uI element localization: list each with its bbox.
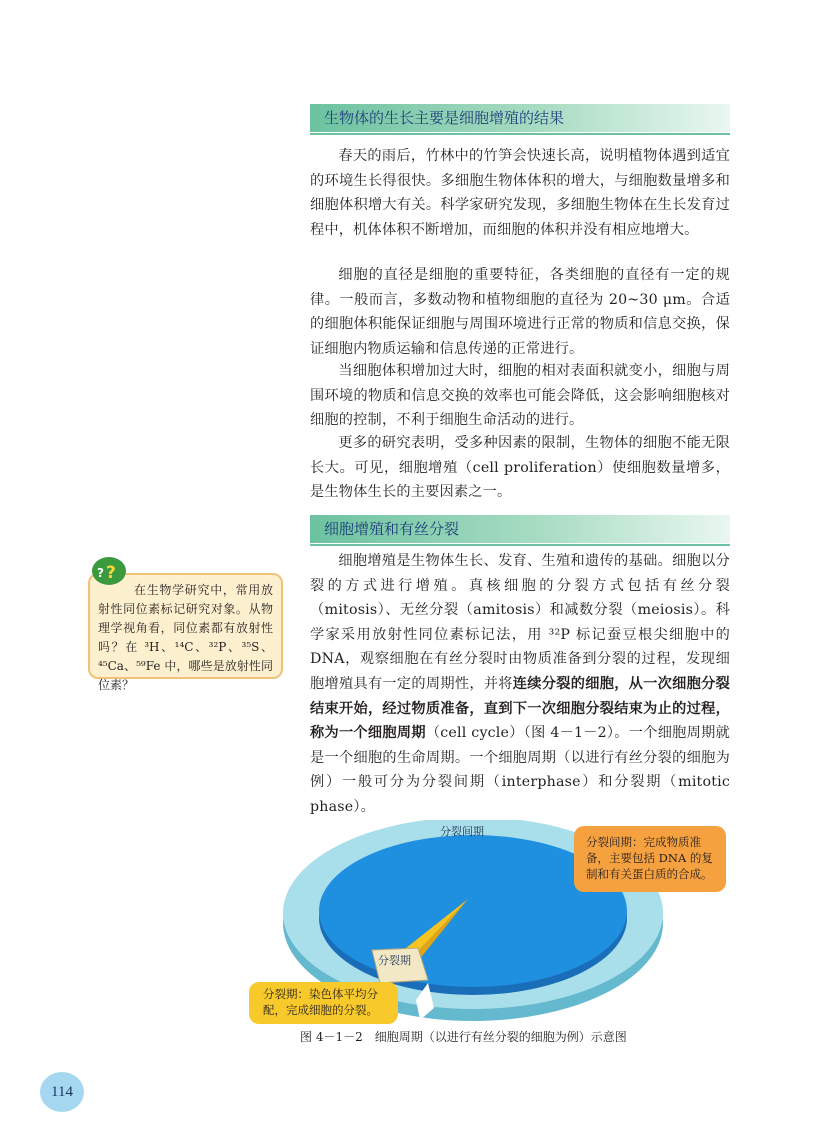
mitosis-callout	[249, 982, 398, 1024]
paragraph-1: 春天的雨后，竹林中的竹笋会快速长高，说明植物体遇到适宜的环境生长得很快。多细胞生物体体积的增大，与细胞数量增多和细胞体积增大有关。科学家研究发现，多细胞生物体在生长发育过程中，机体体积不断增加，而细胞的体积并没有相应地增大。	[310, 148, 730, 238]
section-heading-text: 生物体的生长主要是细胞增殖的结果	[324, 109, 565, 127]
interphase-label: 分裂间期	[440, 825, 484, 838]
paragraph-4: 更多的研究表明，受多种因素的限制，生物体的细胞不能无限长大。可见，细胞增殖（cell proliferation）使细胞数量增多，是生物体生长的主要因素之一。	[310, 435, 730, 501]
interphase-callout-text: 分裂间期：完成物质准备，主要包括 DNA 的复制和有关蛋白质的合成。	[586, 835, 713, 881]
page-number: 114	[40, 1072, 84, 1112]
side-note-text: 在生物学研究中，常用放射性同位素标记研究对象。从物理学视角看，同位素都有放射性吗？在 ³H、¹⁴C、³²P、³⁵S、⁴⁵Ca、⁵⁹Fe 中，哪些是放射性同位素？	[98, 583, 273, 692]
cell-cycle-text-1: 细胞增殖是生物体生长、发育、生殖和遗传的基础。细胞以分裂的方式进行增殖。真核细胞的分裂方式包括有丝分裂（mitosis）、无丝分裂（amitosis）和减数分裂（meiosis）。科学家采用放射性同位素标记法，用 ³²P 标记蚕豆根尖细胞中的 DNA，观察细胞在有丝分裂时由物质准备到分裂的过程，发现细胞增殖具有一定的周期性，并将	[310, 553, 730, 692]
paragraph-cell-cycle	[310, 549, 730, 820]
paragraph-3: 当细胞体积增加过大时，细胞的相对表面积就变小，细胞与周围环境的物质和信息交换的效率也可能会降低，这会影响细胞核对细胞的控制，不利于细胞生命活动的进行。	[310, 363, 730, 429]
paragraph-2: 细胞的直径是细胞的重要特征，各类细胞的直径有一定的规律。一般而言，多数动物和植物细胞的直径为 20~30 μm。合适的细胞体积能保证细胞与周围环境进行正常的物质和信息交换，保证细胞内物质运输和信息传递的正常进行。	[310, 267, 730, 357]
svg-text:?: ?	[97, 566, 104, 580]
section-heading-growth	[310, 104, 730, 132]
cell-cycle-text-2: （cell cycle）（图 4－1－2）。一个细胞周期就是一个细胞的生命周期。一个细胞周期（以进行有丝分裂的细胞为例）一般可分为分裂间期（interphase）和分裂期（mitotic phase）。	[310, 725, 730, 815]
interphase-callout	[574, 826, 726, 892]
section-heading-proliferation	[310, 515, 730, 543]
mitosis-callout-text: 分裂期：染色体平均分配，完成细胞的分裂。	[263, 987, 378, 1017]
mitosis-label: 分裂期	[378, 954, 411, 967]
figure-caption: 图 4－1－2 细胞周期（以进行有丝分裂的细胞为例）示意图	[300, 1030, 627, 1044]
question-icon	[91, 556, 127, 586]
side-note-box	[88, 573, 283, 692]
svg-text:?: ?	[106, 563, 116, 583]
cell-cycle-definition: 连续分裂的细胞，从一次细胞分裂结束开始，经过物质准备，直到下一次细胞分裂结束为止的过程，称为一个细胞周期	[310, 675, 730, 742]
section-heading-text: 细胞增殖和有丝分裂	[324, 520, 460, 538]
